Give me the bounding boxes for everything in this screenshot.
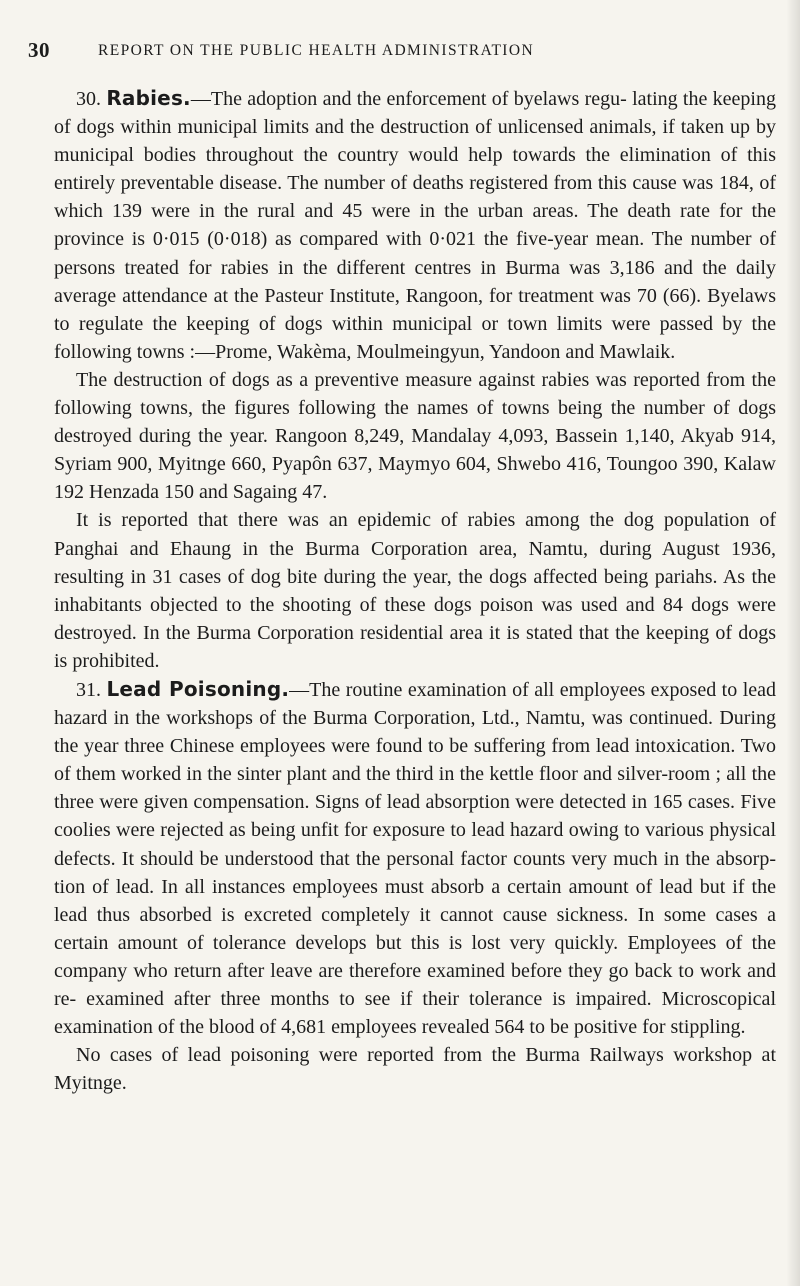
page-header bbox=[0, 38, 800, 68]
section-30-number: 30. bbox=[76, 88, 101, 110]
section-30-title: Rabies. bbox=[106, 86, 191, 110]
page-number: 30 bbox=[28, 38, 50, 62]
section-31-number: 31. bbox=[76, 678, 101, 701]
lead-paragraph-2: No cases of lead poisoning were reported from the Burma Railways workshop at Myitnge. bbox=[54, 1044, 776, 1095]
running-head: REPORT ON THE PUBLIC HEALTH ADMINISTRATION bbox=[98, 42, 535, 59]
rabies-paragraph-1-text: —The adoption and the enforcement of byelaws regu- lating the keeping of dogs within municipal limits and the destruction of unlicensed animals, if taken up by municipal bodies throughout the country would help towards the elimination of this entirely preventable disease. The number of deaths registered from this cause was 184, of which 139 were in the rural and 45 were in the urban areas. The death rate for the province is 0·015 (0·018) as compared with 0·021 the five-year mean. The number of persons treated for rabies in the different centres in Burma was 3,186 and the daily average attendance at the Pasteur Institute, Rangoon, for treatment was 70 (66). Byelaws to regulate the keeping of dogs within municipal or town limits were passed by the following towns :—Prome, Wakèma, Moulmeingyun, Yandoon and Mawlaik. bbox=[54, 88, 776, 363]
page-edge-shadow bbox=[786, 0, 800, 1286]
section-31-title: Lead Poisoning. bbox=[106, 676, 290, 701]
lead-paragraph-1-text: —The routine examination of all employees exposed to lead hazard in the workshops of the Burma Corporation, Ltd., Namtu, was continued. During the year three Chinese employees were found to be suffering from lead intoxication. Two of them worked in the sinter plant and the third in the kettle floor and silver-room ; all the three were given compensation. Signs of lead absorption were detected in 165 cases. Five coolies were rejected as being unfit for exposure to lead hazard owing to various physical defects. It should be understood that the personal factor counts very much in the absorp- tion of lead. In all instances employees must absorb a certain amount of lead but if the lead thus absorbed is excreted completely it cannot cause sickness. In some cases a certain amount of tolerance develops but this is lost very quickly. Employees of the company who return after leave are therefore examined before they go back to work and re- examined after three months to see if their tolerance is impaired. Microscopical examination of the blood of 4,681 employees revealed 564 to be positive for stippling. bbox=[54, 678, 777, 1039]
body-text bbox=[54, 84, 776, 1097]
rabies-paragraph-1 bbox=[54, 84, 776, 366]
lead-paragraph-1 bbox=[54, 675, 776, 1041]
rabies-paragraph-3: It is reported that there was an epidemic of rabies among the dog population of Panghai and Ehaung in the Burma Corporation area, Namtu, during August 1936, resulting in 31 cases of dog bite during the year, the dogs affected being pariahs. As the inhabitants objected to the shooting of these dogs poison was used and 84 dogs were destroyed. In the Burma Corporation residential area it is stated that the keeping of dogs is prohibited. bbox=[54, 509, 776, 672]
rabies-paragraph-2: The destruction of dogs as a preventive measure against rabies was reported from the following towns, the figures following the names of towns being the number of dogs destroyed during the year. Rangoon 8,249, Mandalay 4,093, Bassein 1,140, Akyab 914, Syriam 900, Myitnge 660, Pyapôn 637, Maymyo 604, Shwebo 416, Toungoo 390, Kalaw 192 Henzada 150 and Sagaing 47. bbox=[54, 368, 776, 504]
